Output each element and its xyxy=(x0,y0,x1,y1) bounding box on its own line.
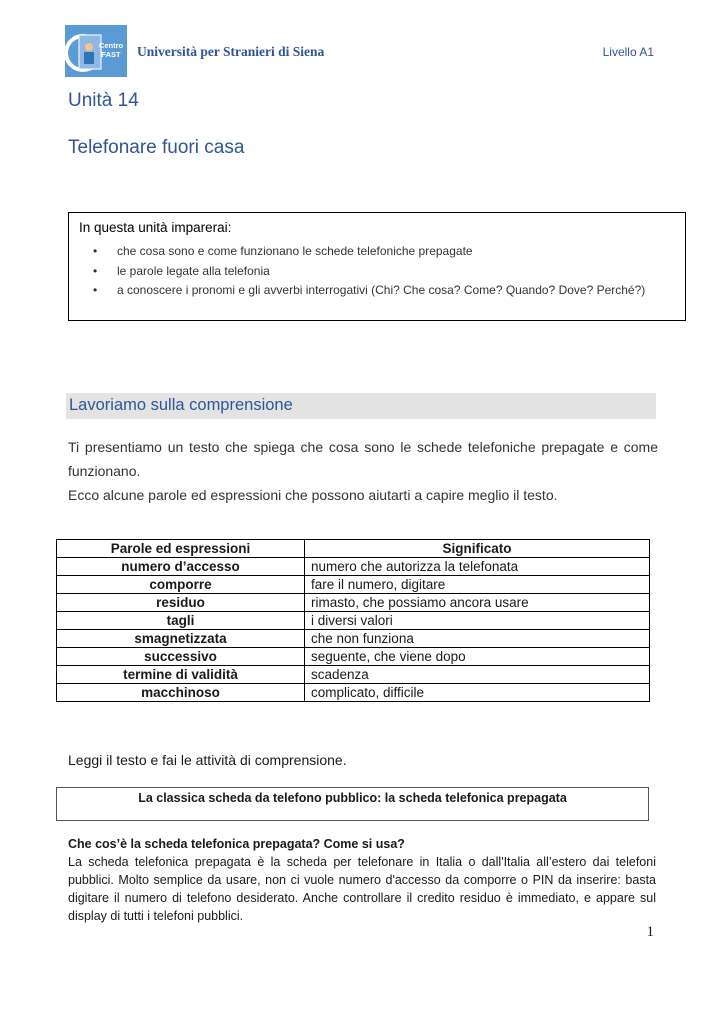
term-cell: tagli xyxy=(57,612,305,630)
intro-text xyxy=(68,435,658,507)
objectives-list xyxy=(79,242,659,301)
term-cell: smagnetizzata xyxy=(57,630,305,648)
logo-text: Centro FAST xyxy=(98,41,124,59)
objective-item: • che cosa sono e come funzionano le schede telefoniche prepagate xyxy=(79,242,659,262)
university-name: Università per Stranieri di Siena xyxy=(137,44,325,59)
objectives-heading: In questa unità imparerai: xyxy=(79,220,232,235)
term-cell: comporre xyxy=(57,576,305,594)
term-cell: numero d’accesso xyxy=(57,558,305,576)
reading-title: La classica scheda da telefono pubblico: la scheda telefonica prepagata xyxy=(138,791,567,805)
term-cell: successivo xyxy=(57,648,305,666)
level-label: Livello A1 xyxy=(602,45,654,59)
table-row xyxy=(57,594,650,612)
column-header-meaning: Significato xyxy=(305,540,650,558)
vocabulary-table xyxy=(56,539,650,702)
meaning-cell: complicato, difficile xyxy=(305,684,650,702)
objective-item: • le parole legate alla telefonia xyxy=(79,262,659,282)
term-cell: macchinoso xyxy=(57,684,305,702)
reading-title-box xyxy=(56,787,649,821)
reading-body: La scheda telefonica prepagata è la scheda per telefonare in Italia o dall'Italia all’estero dai telefoni pubblici. Molto semplice da usare, non ci vuole numero d'accesso da comporre o PIN da inserire: basta digitare il numero di telefono desiderato. Anche controllare il credito residuo è immediato, e appare sul display di tutti i telefoni pubblici. xyxy=(68,855,656,923)
column-header-terms: Parole ed espressioni xyxy=(57,540,305,558)
objective-item: • a conoscere i pronomi e gli avverbi interrogativi (Chi? Che cosa? Come? Quando? Dove? Perché?) xyxy=(79,281,659,301)
term-cell: residuo xyxy=(57,594,305,612)
table-row xyxy=(57,558,650,576)
reading-instruction: Leggi il testo e fai le attività di comprensione. xyxy=(68,752,347,768)
meaning-cell: seguente, che viene dopo xyxy=(305,648,650,666)
meaning-cell: i diversi valori xyxy=(305,612,650,630)
table-header-row xyxy=(57,540,650,558)
meaning-cell: scadenza xyxy=(305,666,650,684)
intro-paragraph-1: Ti presentiamo un testo che spiega che cosa sono le schede telefoniche prepagate e come funzionano. xyxy=(68,439,658,479)
meaning-cell: fare il numero, digitare xyxy=(305,576,650,594)
table-row xyxy=(57,576,650,594)
page-number: 1 xyxy=(646,924,654,940)
unit-number: Unità 14 xyxy=(68,90,139,111)
meaning-cell: che non funziona xyxy=(305,630,650,648)
table-row xyxy=(57,630,650,648)
intro-paragraph-2: Ecco alcune parole ed espressioni che possono aiutarti a capire meglio il testo. xyxy=(68,487,558,503)
section-banner xyxy=(66,393,656,419)
table-row xyxy=(57,648,650,666)
meaning-cell: numero che autorizza la telefonata xyxy=(305,558,650,576)
unit-title: Telefonare fuori casa xyxy=(68,137,245,158)
table-row xyxy=(57,666,650,684)
term-cell: termine di validità xyxy=(57,666,305,684)
meaning-cell: rimasto, che possiamo ancora usare xyxy=(305,594,650,612)
centro-fast-logo xyxy=(65,25,127,77)
reading-question: Che cos’è la scheda telefonica prepagata? Come si usa? xyxy=(68,837,405,851)
table-row xyxy=(57,684,650,702)
objectives-box xyxy=(68,212,686,321)
table-row xyxy=(57,612,650,630)
section-title: Lavoriamo sulla comprensione xyxy=(69,396,293,414)
